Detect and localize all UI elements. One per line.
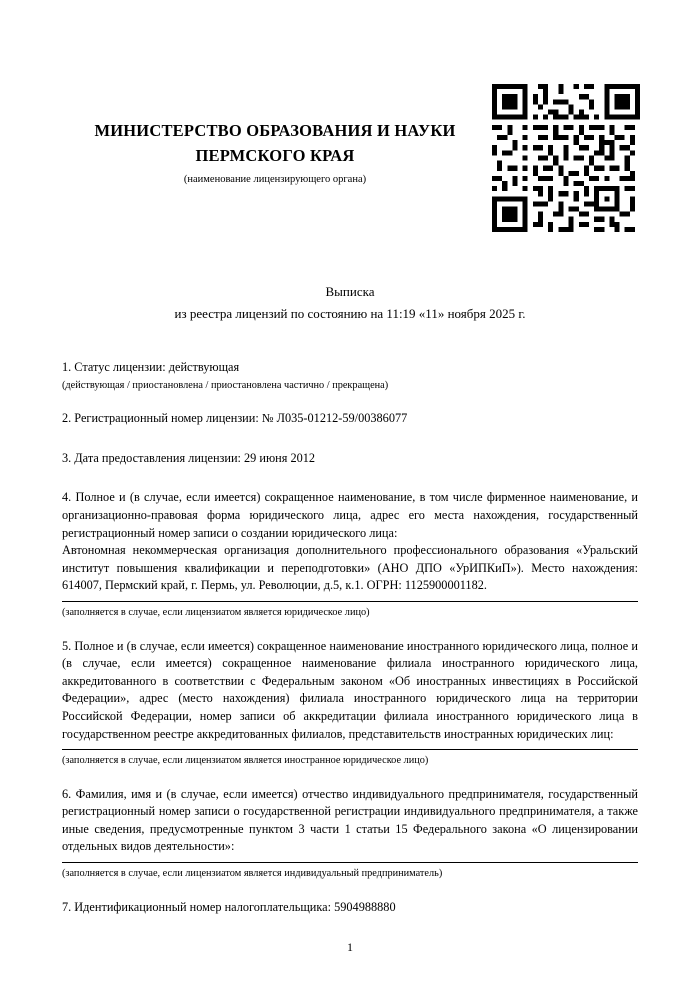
item-foreign-entity-note: (заполняется в случае, если лицензиатом является иностранное юридическое лицо) [62,755,429,767]
divider-legal-entity [62,601,638,602]
document-body [62,359,638,916]
divider-foreign-entity [62,749,638,750]
item-status [62,359,638,394]
document-title [62,281,638,325]
item-legal-entity-note: (заполняется в случае, если лицензиатом является юридическое лицо) [62,606,370,618]
item-legal-entity-value: Автономная некоммерческая организация дополнительного профессионального образования «Уральский институт повышения квалификации и переподготовки» (АНО ДПО «УрИПКиП»). Место нахождения: 614007, Пермский край, г. Пермь, ул. Революции, д.5, к.1. ОГРН: 1125900001182. [62,543,638,593]
page-number: 1 [347,940,353,954]
item-status-text: 1. Статус лицензии: действующая [62,360,240,374]
item-legal-entity-text: 4. Полное и (в случае, если имеется) сокращенное наименование, в том числе фирменное наименование, и организационно-правовая форма юридического лица, адрес его места нахождения, государственный регистрационный номер записи о создании юридического лица: [62,490,638,540]
item-individual-entrepreneur [62,786,638,883]
title-line-1: Выписка [325,284,375,299]
item-issue-date-text: 3. Дата предоставления лицензии: 29 июня 2012 [62,450,316,465]
ministry-name-caption: (наименование лицензирующего органа) [183,174,367,185]
item-status-note: (действующая / приостановлена / приостановлена частично / прекращена) [62,379,389,391]
item-individual-entrepreneur-note: (заполняется в случае, если лицензиатом является индивидуальный предприниматель) [62,868,443,880]
divider-individual-entrepreneur [62,862,638,863]
item-foreign-entity-text: 5. Полное и (в случае, если имеется) сокращенное наименование иностранного юридического лица, полное и (в случае, если имеется) сокращенное наименование филиала иностранного юридического лица, аккредитованного в соответствии с Федеральным законом «Об иностранных инвестициях в Российской Федерации», адрес (место нахождения) филиала иностранного юридического лица на территории Российской Федерации, номер записи об аккредитации филиала иностранного юридического лица в государственном реестре аккредитованных филиалов, представительств иностранных юридических лиц: [62,638,638,741]
item-taxpayer-number-text: 7. Идентификационный номер налогоплательщика: 5904988880 [62,899,396,914]
item-registration-number-text: 2. Регистрационный номер лицензии: № Л035-01212-59/00386077 [62,411,408,426]
item-foreign-entity [62,638,638,770]
item-issue-date [62,450,638,468]
ministry-name-line1: МИНИСТЕРСТВО ОБРАЗОВАНИЯ И НАУКИ [94,121,456,140]
item-legal-entity [62,489,638,621]
qr-code-icon [492,84,640,232]
item-taxpayer-number [62,899,638,917]
item-individual-entrepreneur-text: 6. Фамилия, имя и (в случае, если имеется) отчество индивидуального предпринимателя, государственный регистрационный номер записи о государственной регистрации индивидуального предпринимателя, а также иные сведения, предусмотренные пунктом 3 части 1 статьи 15 Федерального закона «О лицензировании отдельных видов деятельности»: [62,786,638,854]
item-registration-number [62,410,638,428]
ministry-name-line2: ПЕРМСКОГО КРАЯ [195,146,355,165]
title-line-2: из реестра лицензий по состоянию на 11:19 «11» ноября 2025 г. [174,306,526,321]
